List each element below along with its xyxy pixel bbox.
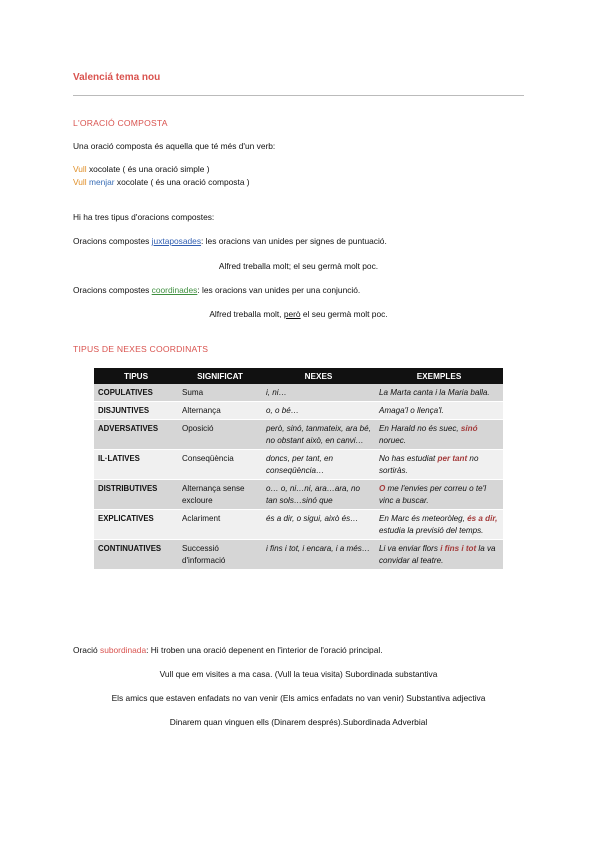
cell-significat: Suma (178, 384, 262, 402)
text-fragment: Oracions compostes (73, 236, 152, 246)
cell-significat: Aclariment (178, 510, 262, 540)
cell-tipus: COPULATIVES (94, 384, 178, 402)
table-row (94, 384, 503, 402)
text-fragment: Li va enviar flors (379, 544, 441, 553)
cell-exemple (375, 510, 503, 540)
cell-exemple (375, 450, 503, 480)
coordinades-definition (73, 285, 360, 295)
cell-significat: Alternança sense excloure (178, 480, 262, 510)
example-rest: xocolate ( és una oració simple ) (86, 164, 210, 174)
cell-significat: Oposició (178, 420, 262, 450)
definition-text: Una oració composta és aquella que té més d'un verb: (73, 141, 276, 151)
title-divider (73, 95, 524, 96)
header-tipus: TIPUS (94, 368, 178, 384)
juxtaposades-definition (73, 236, 387, 246)
cell-significat: Alternança (178, 402, 262, 420)
table-row (94, 402, 503, 420)
table-row (94, 450, 503, 480)
cell-tipus: IL·LATIVES (94, 450, 178, 480)
text-fragment: la va convidar al teatre. (379, 544, 496, 565)
table-header-row (94, 368, 503, 384)
cell-nexes: o, o bé… (262, 402, 375, 420)
table-row (94, 480, 503, 510)
text-fragment: el seu germà molt poc. (300, 309, 388, 319)
conjunction-highlight: però (283, 309, 301, 319)
header-nexes: NEXES (262, 368, 375, 384)
nexe-highlight: per tant (437, 454, 468, 463)
section-heading-oracio-composta: L'ORACIÓ COMPOSTA (73, 118, 168, 128)
cell-exemple (375, 384, 503, 402)
example-rest: xocolate ( és una oració composta ) (114, 177, 250, 187)
types-intro: Hi ha tres tipus d'oracions compostes: (73, 212, 215, 222)
text-fragment: En Harald no és suec, (379, 424, 461, 433)
juxtaposades-example: Alfred treballa molt; el seu germà molt poc. (218, 261, 379, 271)
cell-exemple (375, 402, 503, 420)
text-fragment: : les oracions van unides per una conjunció. (197, 285, 361, 295)
example-simple (73, 164, 210, 174)
verb-highlight: Vull (73, 164, 87, 174)
text-fragment: La Marta canta i la Maria balla. (379, 388, 490, 397)
table-row (94, 420, 503, 450)
section-heading-nexes: TIPUS DE NEXES COORDINATS (73, 344, 209, 354)
cell-tipus: DISTRIBUTIVES (94, 480, 178, 510)
text-fragment: me l'envies per correu o te'l vinc a buscar. (379, 484, 487, 505)
coordinades-link[interactable]: coordinades (151, 285, 198, 295)
coordinades-example (73, 309, 524, 319)
cell-nexes: doncs, per tant, en conseqüència… (262, 450, 375, 480)
cell-nexes: i, ni… (262, 384, 375, 402)
text-fragment: En Marc és meteoròleg, (379, 514, 468, 523)
text-fragment: noruec. (379, 436, 406, 445)
nexes-table (94, 368, 503, 570)
cell-nexes: però, sinó, tanmateix, ara bé, no obstant això, en canvi… (262, 420, 375, 450)
nexe-highlight: sinó (460, 424, 478, 433)
cell-tipus: EXPLICATIVES (94, 510, 178, 540)
example-composta (73, 177, 250, 187)
cell-exemple (375, 480, 503, 510)
subordinada-example-1: Vull que em visites a ma casa. (Vull la teua visita) Subordinada substantiva (159, 669, 438, 679)
document-title: Valenciá tema nou (73, 72, 161, 83)
cell-tipus: CONTINUATIVES (94, 540, 178, 570)
text-fragment: : les oracions van unides per signes de puntuació. (201, 236, 387, 246)
cell-exemple (375, 540, 503, 570)
cell-significat: Successió d'informació (178, 540, 262, 570)
header-significat: SIGNIFICAT (178, 368, 262, 384)
text-fragment: Alfred treballa molt, (209, 309, 284, 319)
table-row (94, 540, 503, 570)
nexe-highlight: és a dir, (467, 514, 498, 523)
cell-nexes: és a dir, o sigui, això és… (262, 510, 375, 540)
cell-tipus: ADVERSATIVES (94, 420, 178, 450)
nexe-highlight: i fins i tot (440, 544, 477, 553)
subordinada-example-2: Els amics que estaven enfadats no van venir (Els amics enfadats no van venir) Substantiva adjectiva (111, 693, 486, 703)
subordinada-term: subordinada (100, 645, 147, 655)
text-fragment: No has estudiat (379, 454, 438, 463)
cell-significat: Conseqüència (178, 450, 262, 480)
cell-tipus: DISJUNTIVES (94, 402, 178, 420)
table-row (94, 510, 503, 540)
text-fragment: no sortiràs. (379, 454, 479, 475)
verb-highlight-2: menjar (88, 177, 115, 187)
text-fragment: estudia la previsió del temps. (379, 526, 484, 535)
cell-exemple (375, 420, 503, 450)
cell-nexes: i fins i tot, i encara, i a més… (262, 540, 375, 570)
text-fragment: Amaga'l o llença'l. (379, 406, 444, 415)
verb-highlight: Vull (73, 177, 87, 187)
nexe-highlight: O (379, 484, 386, 493)
text-fragment: Oracions compostes (73, 285, 152, 295)
juxtaposades-link[interactable]: juxtaposades (151, 236, 202, 246)
subordinada-definition (73, 645, 383, 655)
subordinada-example-3: Dinarem quan vinguen ells (Dinarem després).Subordinada Adverbial (169, 717, 428, 727)
text-fragment: : Hi troben una oració depenent en l'interior de l'oració principal. (146, 645, 383, 655)
cell-nexes: o… o, ni…ni, ara…ara, no tan sols…sinó que (262, 480, 375, 510)
header-exemples: EXEMPLES (375, 368, 503, 384)
text-fragment: Oració (73, 645, 100, 655)
